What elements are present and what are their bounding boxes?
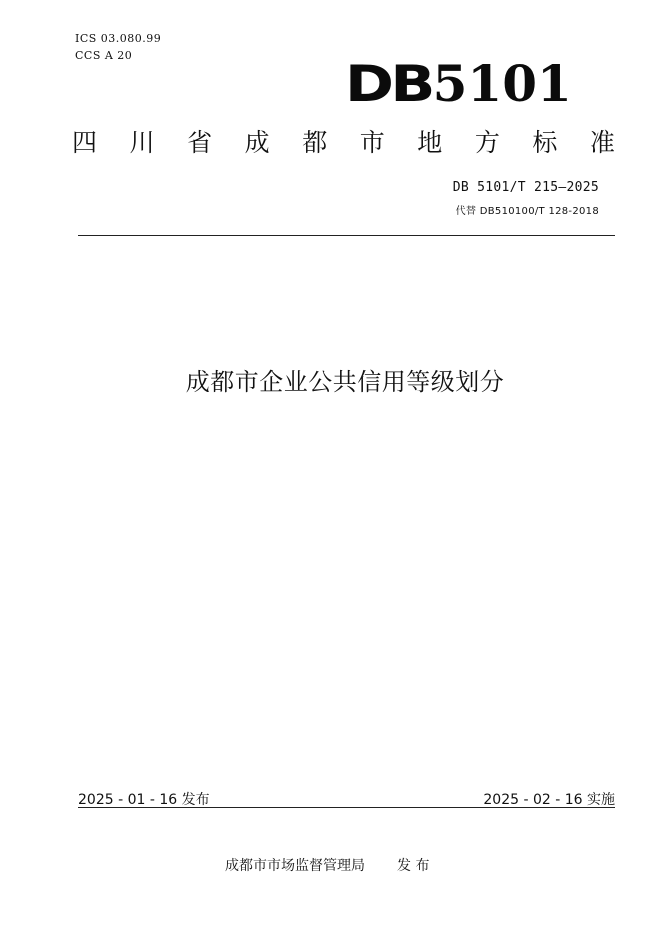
publisher-org: 成都市市场监督管理局 (225, 858, 365, 874)
standard-type-char: 市 (359, 128, 385, 157)
standard-type-char: 都 (302, 128, 328, 157)
db-logo (345, 54, 572, 113)
issue-date: 2025 - 01 - 16 发布 (78, 792, 210, 808)
standard-type-char: 省 (187, 128, 213, 157)
implementation-date: 2025 - 02 - 16 实施 (483, 792, 615, 808)
standard-type-char: 川 (129, 128, 155, 157)
standard-type-char: 标 (532, 128, 558, 157)
document-title: 成都市企业公共信用等级划分 (185, 368, 505, 396)
db-logo-prefix: DB (345, 55, 432, 113)
standard-type-heading (72, 128, 615, 158)
ics-code: ICS 03.080.99 (75, 32, 162, 45)
standard-type-char: 四 (72, 128, 98, 157)
standard-type-char: 成 (244, 128, 270, 157)
ccs-code: CCS A 20 (75, 49, 133, 62)
publisher-line (225, 855, 429, 875)
header-divider (78, 235, 615, 236)
standard-type-char: 地 (417, 128, 443, 157)
standard-type-char: 方 (474, 128, 500, 157)
standard-number: DB 5101/T 215—2025 (452, 180, 599, 195)
db-logo-code: 5101 (432, 54, 572, 113)
publisher-action: 发 布 (397, 858, 430, 874)
footer-divider (78, 807, 615, 808)
replaces-standard: 代替 DB510100/T 128-2018 (455, 206, 599, 217)
standard-type-char: 准 (589, 128, 615, 157)
